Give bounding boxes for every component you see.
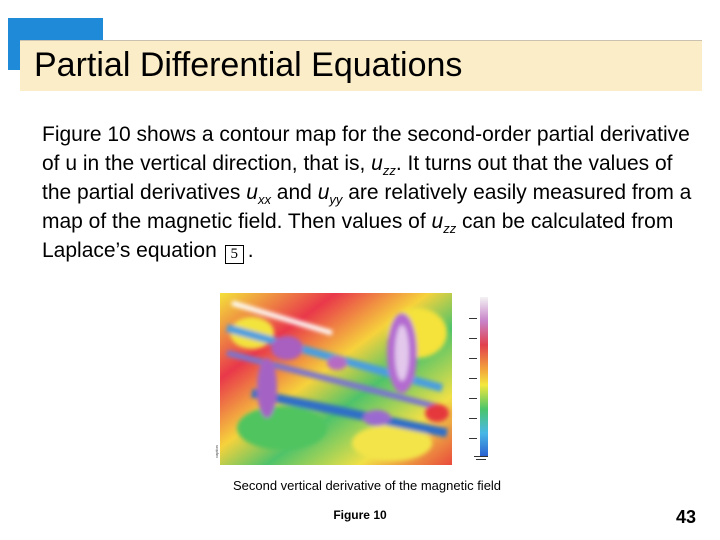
figure-caption: Second vertical derivative of the magnetic field xyxy=(232,478,502,493)
slide-title: Partial Differential Equations xyxy=(34,46,463,84)
map-side-caption: caption xyxy=(214,445,219,458)
figure-label: Figure 10 xyxy=(333,508,387,522)
body-paragraph: Figure 10 shows a contour map for the second-order partial derivative of u in the vertical direction, that is, $u_{zz}$. It turns out that the values of the partial derivatives $u_{xx}$ and $u_{yy}$ are relatively easily measured from a map of the magnetic field. Then values of $u_{zz}$ can be calculated from Laplace’s equation 5 . xyxy=(42,123,692,262)
magnetic-contour-map-image xyxy=(212,293,502,465)
page-number: 43 xyxy=(675,507,696,527)
equation-reference-box[interactable]: 5 xyxy=(225,245,244,264)
